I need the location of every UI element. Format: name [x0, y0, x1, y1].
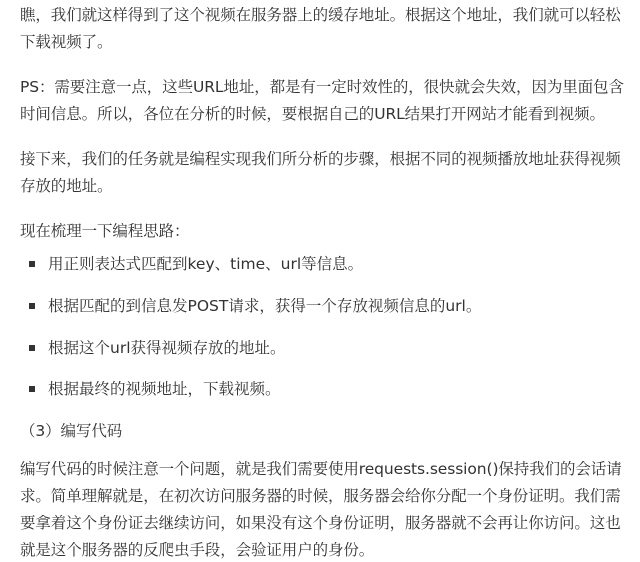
paragraph-session-note: 编写代码的时候注意一个问题，就是我们需要使用requests.session()保持我们的会话请求。简单理解就是，在初次访问服务器的时候，服务器会给你分配一个身份证明。我们需要拿着这个身份证去继续访问，如果没有这个身份证明，服务器就不会再让你访问。这也就是这个服务器的反爬虫手段，会验证用户的身份。: [20, 460, 622, 559]
section-heading-write-code: （3）编写代码: [20, 422, 123, 440]
list-item-text: 根据最终的视频地址，下载视频。: [48, 380, 281, 398]
list-item: [20, 336, 630, 360]
list-item-text: 根据这个url获得视频存放的地址。: [48, 339, 286, 357]
list-item: [20, 252, 630, 276]
list-item-text: 根据匹配的到信息发POST请求，获得一个存放视频信息的url。: [48, 297, 482, 315]
paragraph-outline-intro: 现在梳理一下编程思路：: [20, 222, 190, 240]
paragraph-cache-address: 瞧，我们就这样得到了这个视频在服务器上的缓存地址。根据这个地址，我们就可以轻松下载视频了。: [20, 6, 621, 51]
square-bullet-icon: [29, 303, 35, 309]
square-bullet-icon: [29, 386, 35, 392]
list-item: [20, 377, 630, 401]
paragraph-ps-note: PS：需要注意一点，这些URL地址，都是有一定时效性的，很快就会失效，因为里面包含时间信息。所以，各位在分析的时候，要根据自己的URL结果打开网站才能看到视频。: [20, 78, 624, 123]
square-bullet-icon: [29, 261, 35, 267]
list-item-text: 用正则表达式匹配到key、time、url等信息。: [48, 255, 364, 273]
square-bullet-icon: [29, 345, 35, 351]
list-item: [20, 294, 630, 318]
paragraph-next-task: 接下来，我们的任务就是编程实现我们所分析的步骤，根据不同的视频播放地址获得视频存放的地址。: [20, 150, 621, 195]
